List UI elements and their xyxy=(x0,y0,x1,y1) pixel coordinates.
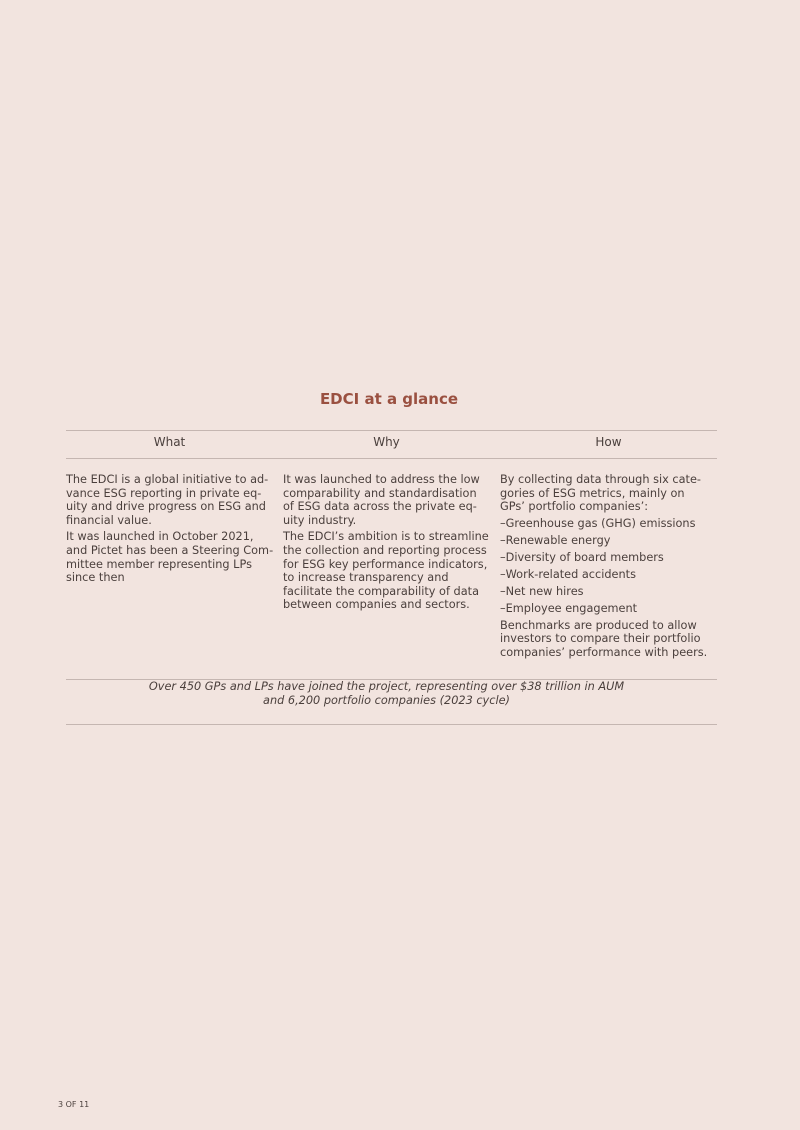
list-item: –Greenhouse gas (GHG) emissions xyxy=(500,516,696,530)
why-paragraph-2: The EDCI’s ambition is to streamline the collection and reporting process for ESG key performance indicators, to increase transparency and facilitate the comparability of data between companies and sectors. xyxy=(283,530,489,612)
column-why xyxy=(283,473,491,615)
what-paragraph-1: The EDCI is a global initiative to advance ESG reporting in private equity and drive progress on ESG and financial value. xyxy=(66,473,269,527)
column-header-how: How xyxy=(595,435,622,449)
header-bottom-rule xyxy=(66,458,717,459)
list-item: –Renewable energy xyxy=(500,533,611,547)
how-intro: By collecting data through six categories of ESG metrics, mainly on GPs’ portfolio companies’: xyxy=(500,473,701,514)
page-number: 3 OF 11 xyxy=(58,1100,90,1109)
why-paragraph-1: It was launched to address the low comparability and standardisation of ESG data across the private equity industry. xyxy=(283,473,480,527)
what-paragraph-2: It was launched in October 2021, and Pictet has been a Steering Committee member representing LPs since then xyxy=(66,530,274,585)
column-how xyxy=(500,473,712,662)
column-header-what: What xyxy=(153,435,186,449)
list-item: –Employee engagement xyxy=(500,601,638,615)
section-title: EDCI at a glance xyxy=(319,390,459,408)
footnote xyxy=(66,680,707,708)
footnote-line-2: and 6,200 portfolio companies (2023 cycle) xyxy=(263,694,510,707)
column-header-why: Why xyxy=(373,435,400,449)
list-item: –Net new hires xyxy=(500,584,584,598)
list-item: –Diversity of board members xyxy=(500,550,664,564)
how-outro: Benchmarks are produced to allow investors to compare their portfolio companies’ performance with peers. xyxy=(500,618,708,659)
column-what xyxy=(66,473,276,588)
footnote-line-1: Over 450 GPs and LPs have joined the project, representing over $38 trillion in AUM xyxy=(148,680,625,693)
table-top-rule xyxy=(66,430,717,431)
table-bottom-rule xyxy=(66,724,717,725)
esg-metrics-list xyxy=(500,517,712,616)
list-item: –Work-related accidents xyxy=(500,567,636,581)
